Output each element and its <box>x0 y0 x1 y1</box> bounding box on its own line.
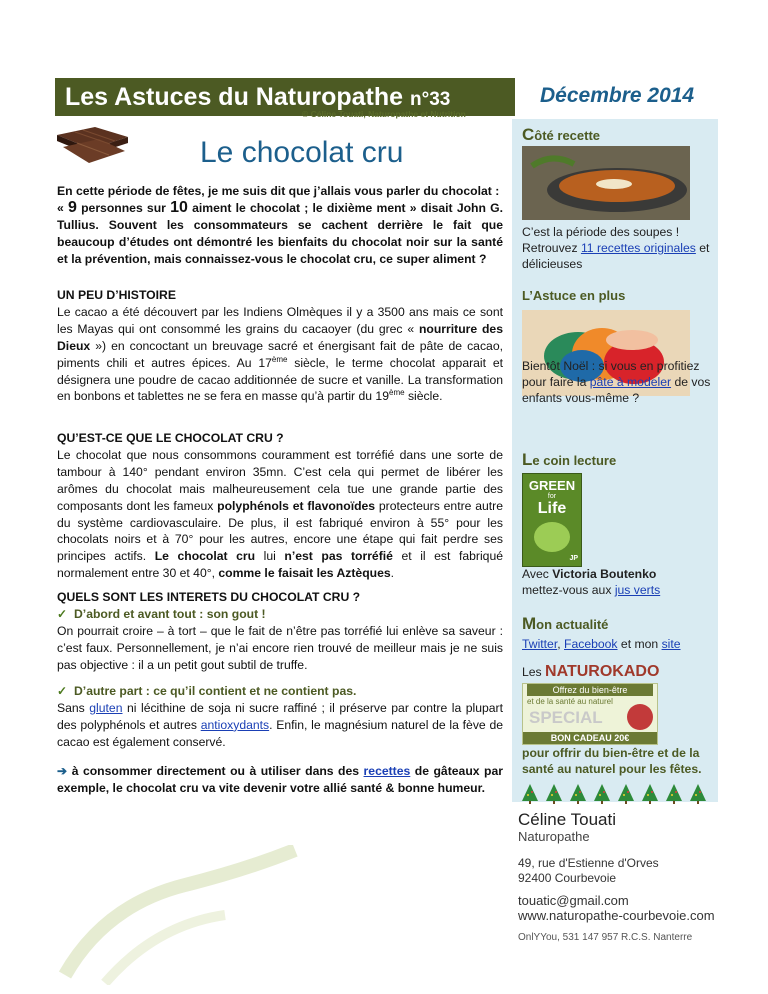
recettes-originales-link[interactable]: 11 recettes originales <box>580 241 696 255</box>
sidebar-recette-text: C’est la période des soupes ! Retrouvez 11 recettes originales et délicieuses <box>522 225 710 271</box>
book-cover-image: GREEN for Life JP <box>522 473 582 567</box>
checkmark-icon: ✓ <box>57 684 68 698</box>
recettes-link[interactable]: recettes <box>363 764 411 778</box>
newsletter-title: Les Astuces du Naturopathe <box>65 83 404 111</box>
facebook-link[interactable]: Facebook <box>564 637 618 651</box>
sidebar-actu-text: Twitter, Facebook et mon site <box>522 637 681 651</box>
section-benefits-title: QUELS SONT LES INTERETS DU CHOCOLAT CRU ? <box>57 590 361 604</box>
pate-a-modeler-link[interactable]: pâte à modeler <box>589 375 672 389</box>
section-raw-title: QU’EST-CE QUE LE CHOCOLAT CRU ? <box>57 431 284 445</box>
chocolate-bar-image <box>55 125 130 165</box>
conclusion: ➔ à consommer directement ou à utiliser dans des recettes de gâteaux par exemple, le chocolat cru va vite devenir votre allié santé & bonne humeur. <box>57 764 503 795</box>
issue-month: Décembre 2014 <box>540 84 695 107</box>
twitter-link[interactable]: Twitter <box>522 637 558 651</box>
antioxydants-link[interactable]: antioxydants <box>200 717 270 732</box>
soup-image <box>522 146 690 220</box>
card-legal: OnlYYou, 531 147 957 R.C.S. Nanterre <box>518 932 693 943</box>
section-raw-chocolate: QU’EST-CE QUE LE CHOCOLAT CRU ? Le chocolat que nous consommons couramment est torréfié dans une sorte de tambour à 140° pendant environ 35mn. C’est cela qui permet de libérer les arômes du chocolat mais malheureusement cela tue une grande partie des composants dont les fameux polyphénols et flavonoïdes protecteurs entre autre du système cardiovasculaire. De plus, il est fabriqué environ à 55° pour les chocolats noirs et à 70° pour les autres, encore une étape qui fait perdre ses principes actifs. Le chocolat cru lui n’est pas torréfié et il est fabriqué normalement entre 30 et 40°, comme le faisait les Aztèques. <box>57 431 503 581</box>
section-history: UN PEU D’HISTOIRE Le cacao a été découvert par les Indiens Olmèques il y a 3500 ans mais ce sont les Mayas qui ont consommé les grains du cacaoyer (du grec « nourriture des Dieux ») en concoctant un breuvage sacré et énergisant fait de pâte de cacao, piments chili et autres épices. Au 17ème siècle, le terme chocolat apparait et désignera une poudre de cacao additionnée de sucre et vanille. La transformation en bonbons et tablettes ne se fera en masse qu’à partir du 19ème siècle. <box>57 288 503 404</box>
sidebar-lecture-text: Avec Victoria Boutenko mettez-vous aux jus verts <box>522 567 661 597</box>
card-website: www.naturopathe-courbevoie.com <box>518 908 715 923</box>
sidebar-astuce-title: L’Astuce en plus <box>522 288 626 303</box>
jus-verts-link[interactable]: jus verts <box>614 583 661 597</box>
naturokado-title: Les NATUROKADO <box>522 663 660 680</box>
card-address1: 49, rue d'Estienne d'Orves <box>518 856 659 870</box>
site-link[interactable]: site <box>661 637 681 651</box>
checkmark-icon: ✓ <box>57 606 68 621</box>
gluten-link[interactable]: gluten <box>89 700 123 715</box>
sidebar-astuce-text: Bientôt Noël : si vous en profitiez pour faire la pâte à modeler de vos enfants vous-même ? <box>522 359 711 405</box>
section-benefits-2: ✓ D’autre part : ce qu’il contient et ne contient pas. Sans gluten ni lécithine de soja ni sucre raffiné ; il préserve par contre la plupart des polyphénols et autres antioxydants. Enfin, le magnésium naturel de la fève de cacao est également conservé. <box>57 684 503 749</box>
section-benefits: QUELS SONT LES INTERETS DU CHOCOLAT CRU ? ✓ D’abord et avant tout : son gout ! On pourrait croire – à tort – que le fait de n’être pas torréfié lui enlève sa saveur : c’est faux. Personnellement, je n’ai encore rien trouvé de meilleur mais je ne suis pas objective : il a un petit gout subtil de truffe. <box>57 590 503 672</box>
christmas-trees-decoration <box>520 783 716 805</box>
arrow-right-icon: ➔ <box>57 764 68 778</box>
card-email: touatic@gmail.com <box>518 893 629 908</box>
card-address2: 92400 Courbevoie <box>518 871 617 885</box>
gift-voucher-image[interactable]: Offrez du bien-être et de la santé au naturel SPECIAL BON CADEAU 20€ <box>522 683 658 745</box>
article-intro: En cette période de fêtes, je me suis dit que j’allais vous parler du chocolat : « 9 personnes sur 10 aiment le chocolat ; le dixième ment » disait John G. Tullius. Souvent les consommateurs se cachent derrière le fait que beaucoup d’études ont démontré les bienfaits du chocolat noir sur la santé et la prévention, mais connaissez-vous le chocolat cru, ce super aliment ? <box>57 184 503 266</box>
issue-number: n°33 <box>409 89 451 110</box>
swirl-decoration <box>45 845 305 985</box>
sidebar-recette-title: Côté recette <box>522 125 601 144</box>
article-title: Le chocolat cru <box>200 136 404 169</box>
copyright-notice: © Céline Touati, Naturopathe et Nutrition <box>302 109 466 119</box>
sidebar-actu-title: Mon actualité <box>522 614 609 633</box>
naturokado-text: pour offrir du bien-être et de la santé au naturel pour les fêtes. <box>522 746 702 776</box>
section-history-title: UN PEU D’HISTOIRE <box>57 288 176 302</box>
card-job: Naturopathe <box>518 829 590 844</box>
card-name: Céline Touati <box>518 810 616 829</box>
sidebar-lecture-title: Le coin lecture <box>522 450 617 469</box>
